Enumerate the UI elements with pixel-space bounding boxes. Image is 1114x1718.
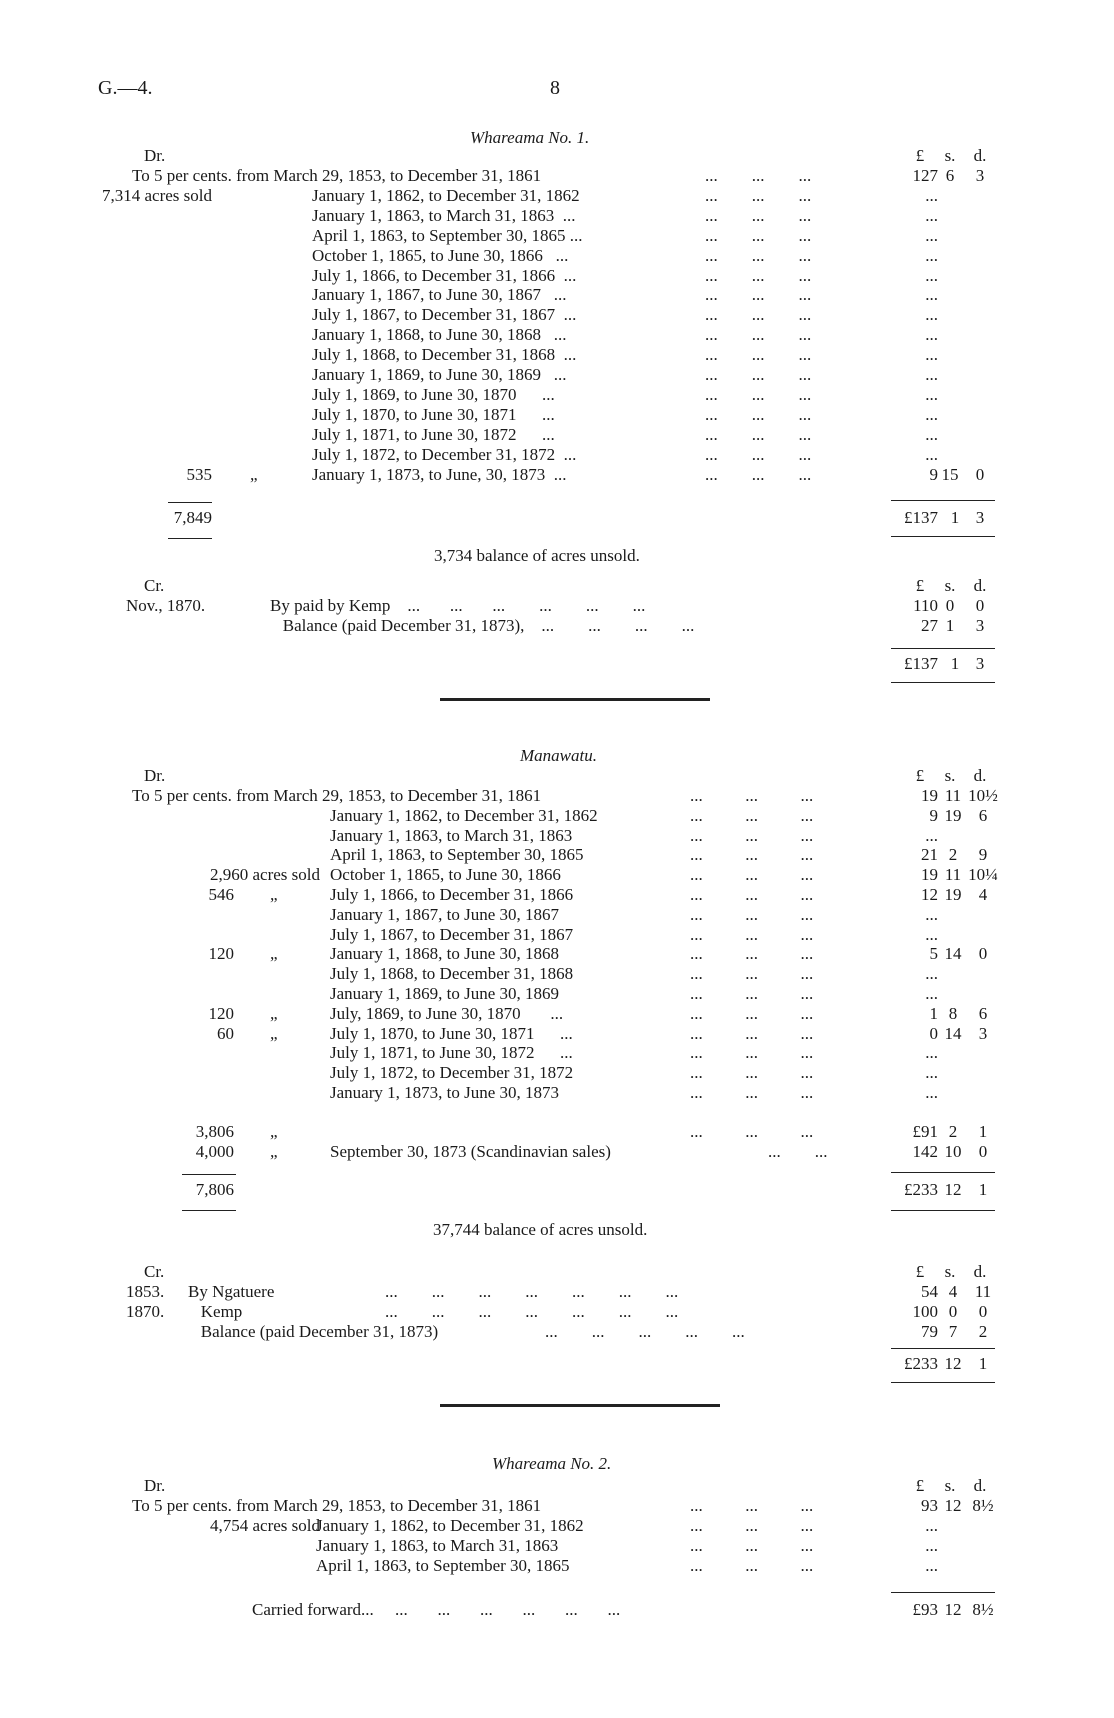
rule	[182, 1174, 236, 1175]
carried-forward: Carried forward... ... ... ... ... ... ...	[252, 1600, 621, 1619]
ditto-mark: „	[250, 464, 258, 484]
section-divider	[440, 698, 710, 701]
period-description: January 1, 1873, to June 30, 1873	[330, 1083, 560, 1102]
amount-pounds: 142	[912, 1142, 938, 1161]
amount-pounds: ...	[925, 1556, 938, 1575]
leader-dots: ... ... ... ... ... ... ...	[385, 1282, 679, 1301]
amount-shillings: 19	[944, 805, 962, 825]
period-description: To 5 per cents. from March 29, 1853, to December 31, 1861	[132, 1496, 542, 1515]
amount-shillings: 4	[948, 1282, 958, 1301]
period-description: July, 1869, to June 30, 1870 ...	[330, 1003, 564, 1023]
total-pounds: £233	[904, 1180, 938, 1199]
leader-dots: ... ... ...	[705, 365, 812, 384]
total-pence: 1	[978, 1180, 988, 1199]
section-title-whareama-2: Whareama No. 2.	[492, 1454, 612, 1473]
period-description: To 5 per cents. from March 29, 1853, to December 31, 1861	[132, 166, 542, 185]
period-description: April 1, 1863, to September 30, 1865	[316, 1556, 570, 1575]
amount-shillings: 0	[948, 1302, 958, 1321]
credit-description: By Ngatuere	[188, 1282, 275, 1301]
rule	[891, 1382, 995, 1383]
credit-date: 1853.	[126, 1282, 165, 1301]
period-description: April 1, 1863, to September 30, 1865	[330, 845, 584, 865]
rule	[891, 536, 995, 537]
leader-dots: ... ... ...	[690, 805, 814, 825]
currency-pounds: £	[915, 576, 925, 595]
leader-dots: ... ... ...	[705, 245, 812, 265]
amount-shillings: 15	[941, 464, 959, 484]
period-description: July 1, 1866, to December 31, 1866	[330, 885, 574, 904]
leader-dots: ... ... ...	[705, 205, 812, 225]
leader-dots: ... ... ...	[690, 964, 814, 984]
amount-pounds: 100	[912, 1302, 938, 1321]
carried-pence: 8½	[972, 1600, 994, 1619]
period-description: September 30, 1873 (Scandinavian sales)	[330, 1142, 611, 1161]
leader-dots: ... ... ...	[690, 825, 814, 845]
amount-pounds: 9	[929, 464, 938, 484]
amount-pence: 3	[975, 166, 985, 185]
rule	[182, 1210, 236, 1211]
currency-shillings: s.	[944, 1476, 956, 1495]
amount-shillings: 11	[944, 865, 962, 885]
amount-pounds: ...	[925, 1043, 938, 1063]
acres-sold: 7,314 acres sold	[101, 185, 212, 205]
ditto-mark: „	[270, 885, 278, 904]
acres-sold: 120	[208, 944, 234, 964]
period-description: July 1, 1870, to June 30, 1871 ...	[330, 1023, 573, 1043]
leader-dots: ... ... ...	[705, 166, 812, 185]
amount-pounds: 5	[929, 944, 938, 964]
amount-pounds: 54	[921, 1282, 938, 1301]
amount-pence: 0	[978, 1302, 988, 1321]
amount-pounds: 0	[929, 1023, 938, 1043]
amount-pounds: ...	[925, 1536, 938, 1555]
currency-pence: d.	[973, 766, 987, 785]
currency-shillings: s.	[944, 766, 956, 785]
acres-sold: 60	[217, 1023, 234, 1043]
acres-sold: 535	[186, 464, 212, 484]
currency-pence: d.	[973, 576, 987, 595]
acres-sold: 120	[208, 1003, 234, 1023]
amount-pounds: ...	[925, 424, 938, 444]
amount-pounds: ...	[925, 245, 938, 265]
amount-pence: 6	[978, 805, 988, 825]
total-pence: 3	[975, 508, 985, 527]
period-description: January 1, 1862, to December 31, 1862	[312, 185, 580, 205]
amount-shillings: 12	[944, 1496, 962, 1515]
period-description: January 1, 1873, to June, 30, 1873 ...	[312, 464, 567, 484]
amount-pounds: ...	[925, 225, 938, 245]
amount-shillings: 0	[945, 596, 955, 615]
ditto-mark: „	[270, 1142, 278, 1161]
leader-dots: ... ... ...	[690, 1043, 814, 1063]
acres-sold: 3,806	[195, 1122, 234, 1141]
currency-pence: d.	[973, 1476, 987, 1495]
leader-dots: ... ... ...	[705, 424, 812, 444]
amount-pounds: ...	[925, 404, 938, 424]
carried-shillings: 12	[944, 1600, 962, 1619]
amount-pounds: 12	[921, 885, 938, 904]
leader-dots: ... ... ...	[705, 325, 812, 345]
leader-dots: ... ... ...	[690, 904, 814, 924]
currency-pounds: £	[915, 1476, 925, 1495]
period-description: January 1, 1868, to June 30, 1868	[330, 944, 560, 964]
leader-dots: ... ... ...	[690, 1122, 814, 1141]
balance-note: 37,744 balance of acres unsold.	[433, 1220, 648, 1239]
amount-pounds: 9	[929, 805, 938, 825]
rule	[891, 500, 995, 501]
period-description: October 1, 1865, to June 30, 1866 ...	[312, 245, 569, 265]
amount-pounds: 27	[921, 616, 938, 635]
amount-pounds: ...	[925, 924, 938, 944]
rule	[891, 682, 995, 683]
amount-pence: 10½	[968, 786, 998, 805]
credit-date: Nov., 1870.	[126, 596, 206, 615]
leader-dots: ... ... ...	[690, 845, 814, 865]
leader-dots: ... ... ...	[690, 1536, 814, 1555]
balance-note: 3,734 balance of acres unsold.	[434, 546, 640, 565]
period-description: January 1, 1863, to March 31, 1863	[330, 825, 573, 845]
credit-total-pence: 3	[975, 654, 985, 673]
amount-pence: 0	[978, 1142, 988, 1161]
amount-pounds: ...	[925, 984, 938, 1003]
amount-pounds: ...	[925, 1083, 938, 1102]
leader-dots: ... ... ...	[705, 185, 812, 205]
leader-dots: ... ... ...	[690, 944, 814, 964]
amount-pounds: 110	[913, 596, 938, 615]
amount-pounds: ...	[925, 325, 938, 345]
amount-pounds: ...	[925, 384, 938, 404]
period-description: October 1, 1865, to June 30, 1866	[330, 865, 561, 885]
credit-description: Kemp	[188, 1302, 243, 1321]
leader-dots: ... ... ...	[705, 404, 812, 424]
rule	[891, 1592, 995, 1593]
leader-dots: ... ... ... ... ... ... ...	[385, 1302, 679, 1321]
amount-pounds: 79	[921, 1322, 938, 1341]
currency-shillings: s.	[944, 1262, 956, 1281]
period-description: July 1, 1871, to June 30, 1872 ...	[330, 1043, 573, 1063]
amount-pounds: ...	[925, 265, 938, 285]
cr-label: Cr.	[144, 576, 165, 595]
amount-pence: 0	[978, 944, 988, 964]
credit-total-shillings: 12	[944, 1354, 962, 1373]
page-number: 8	[550, 77, 560, 99]
amount-pounds: 21	[921, 845, 938, 865]
credit-date: 1870.	[126, 1302, 165, 1321]
amount-pounds: ...	[925, 365, 938, 384]
period-description: July 1, 1867, to December 31, 1867	[330, 924, 574, 944]
amount-shillings: 2	[948, 845, 958, 865]
amount-pence: 4	[978, 885, 988, 904]
period-description: January 1, 1869, to June 30, 1869 ...	[312, 365, 567, 384]
ditto-mark: „	[270, 944, 278, 964]
currency-pence: d.	[973, 146, 987, 165]
currency-pounds: £	[915, 146, 925, 165]
amount-pounds: ...	[925, 964, 938, 984]
ditto-mark: „	[270, 1023, 278, 1043]
leader-dots: ... ... ...	[705, 444, 812, 464]
ditto-mark: „	[270, 1003, 278, 1023]
period-description: July 1, 1867, to December 31, 1867 ...	[312, 305, 577, 325]
period-description: July 1, 1868, to December 31, 1868	[330, 964, 574, 984]
amount-shillings: 14	[944, 1023, 962, 1043]
amount-shillings: 10	[944, 1142, 962, 1161]
amount-shillings: 6	[945, 166, 955, 185]
amount-shillings: 1	[945, 616, 955, 635]
amount-pence: 2	[978, 1322, 988, 1341]
period-description: July 1, 1871, to June 30, 1872 ...	[312, 424, 555, 444]
period-description: January 1, 1868, to June 30, 1868 ...	[312, 325, 567, 345]
amount-pence: 1	[978, 1122, 988, 1141]
leader-dots: ... ... ...	[690, 865, 814, 885]
period-description: April 1, 1863, to September 30, 1865 ...	[312, 225, 583, 245]
period-description: January 1, 1867, to June 30, 1867 ...	[312, 285, 567, 305]
section-title-whareama-1: Whareama No. 1.	[470, 128, 590, 147]
amount-pence: 8½	[972, 1496, 994, 1515]
acres-sold: 4,000	[195, 1142, 234, 1161]
leader-dots: ... ... ...	[705, 345, 812, 365]
currency-pence: d.	[973, 1262, 987, 1281]
currency-pounds: £	[915, 766, 925, 785]
leader-dots: ... ... ...	[690, 1083, 814, 1102]
amount-pounds: ...	[925, 825, 938, 845]
credit-total-pounds: £137	[904, 654, 938, 673]
period-description: January 1, 1863, to March 31, 1863	[316, 1536, 559, 1555]
credit-total-pence: 1	[978, 1354, 988, 1373]
amount-pounds: 1	[929, 1003, 938, 1023]
amount-pounds: ...	[925, 285, 938, 305]
amount-pounds: 127	[912, 166, 938, 185]
rule	[168, 502, 212, 503]
amount-shillings: 2	[948, 1122, 958, 1141]
amount-pounds: ...	[925, 444, 938, 464]
amount-pounds: ...	[925, 1063, 938, 1083]
leader-dots: ... ... ...	[690, 984, 814, 1003]
leader-dots: ... ... ...	[690, 1003, 814, 1023]
credit-description: Balance (paid December 31, 1873), ... ... ... ...	[270, 616, 695, 635]
section-divider	[440, 1404, 720, 1407]
cr-label: Cr.	[144, 1262, 165, 1281]
amount-pence: 3	[975, 616, 985, 635]
amount-pence: 9	[978, 845, 988, 865]
ditto-mark: „	[270, 1122, 278, 1141]
leader-dots: ... ... ...	[705, 464, 812, 484]
currency-pounds: £	[915, 1262, 925, 1281]
rule	[891, 1172, 995, 1173]
acres-sold: 2,960 acres sold	[209, 865, 320, 885]
amount-pounds: ...	[925, 305, 938, 325]
leader-dots: ... ... ...	[705, 384, 812, 404]
credit-total-shillings: 1	[950, 654, 960, 673]
period-description: July 1, 1866, to December 31, 1866 ...	[312, 265, 577, 285]
rule	[891, 648, 995, 649]
leader-dots: ... ... ...	[705, 225, 812, 245]
total-shillings: 12	[944, 1180, 962, 1199]
amount-pounds: ...	[925, 1516, 938, 1535]
rule	[168, 538, 212, 539]
period-description: January 1, 1867, to June 30, 1867	[330, 904, 560, 924]
rule	[891, 1348, 995, 1349]
period-description: July 1, 1869, to June 30, 1870 ...	[312, 384, 555, 404]
acres-sold: 546	[208, 885, 234, 904]
amount-pounds: ...	[925, 345, 938, 365]
amount-pounds: ...	[925, 185, 938, 205]
total-acres: 7,806	[195, 1180, 234, 1199]
leader-dots: ... ... ...	[690, 1496, 814, 1515]
amount-shillings: 7	[948, 1322, 958, 1341]
amount-pence: 0	[975, 596, 985, 615]
amount-pence: 3	[978, 1023, 988, 1043]
period-description: July 1, 1868, to December 31, 1868 ...	[312, 345, 577, 365]
amount-pounds: ...	[925, 205, 938, 225]
total-acres: 7,849	[173, 508, 212, 527]
period-description: January 1, 1869, to June 30, 1869	[330, 984, 560, 1003]
amount-pounds: £91	[912, 1122, 938, 1141]
dr-label: Dr.	[144, 1476, 166, 1495]
amount-pounds: 19	[921, 865, 938, 885]
leader-dots: ... ... ...	[690, 1516, 814, 1535]
dr-label: Dr.	[144, 146, 166, 165]
currency-shillings: s.	[944, 576, 956, 595]
period-description: July 1, 1872, to December 31, 1872 ...	[312, 444, 577, 464]
carried-pounds: £93	[912, 1600, 938, 1619]
amount-pence: 0	[975, 464, 985, 484]
period-description: July 1, 1870, to June 30, 1871 ...	[312, 404, 555, 424]
document-code: G.—4.	[98, 77, 153, 99]
amount-shillings: 19	[944, 885, 962, 904]
period-description: January 1, 1862, to December 31, 1862	[330, 805, 598, 825]
section-title-manawatu: Manawatu.	[520, 746, 597, 765]
leader-dots: ... ... ...	[690, 1023, 814, 1043]
leader-dots: ... ... ...	[690, 1556, 814, 1575]
amount-shillings: 14	[944, 944, 962, 964]
rule	[891, 1210, 995, 1211]
credit-total-pounds: £233	[904, 1354, 938, 1373]
leader-dots: ... ... ...	[690, 1063, 814, 1083]
leader-dots: ... ... ...	[690, 885, 814, 904]
amount-shillings: 11	[944, 786, 962, 805]
leader-dots: ... ... ...	[705, 285, 812, 305]
total-shillings: 1	[950, 508, 960, 527]
credit-description: By paid by Kemp ... ... ... ... ... ...	[270, 596, 646, 615]
amount-pence: 6	[978, 1003, 988, 1023]
leader-dots: ... ... ...	[690, 924, 814, 944]
leader-dots: ... ... ... ... ...	[545, 1322, 745, 1341]
amount-pounds: 19	[921, 786, 938, 805]
currency-shillings: s.	[944, 146, 956, 165]
period-description: To 5 per cents. from March 29, 1853, to December 31, 1861	[132, 786, 542, 805]
acres-sold: 4,754 acres sold	[209, 1516, 320, 1535]
period-description: January 1, 1863, to March 31, 1863 ...	[312, 205, 576, 225]
amount-shillings: 8	[948, 1003, 958, 1023]
amount-pounds: 93	[921, 1496, 938, 1515]
period-description: January 1, 1862, to December 31, 1862	[316, 1516, 584, 1535]
amount-pence: 10¼	[968, 865, 998, 885]
leader-dots: ... ...	[768, 1142, 828, 1161]
period-description: July 1, 1872, to December 31, 1872	[330, 1063, 574, 1083]
dr-label: Dr.	[144, 766, 166, 785]
leader-dots: ... ... ...	[705, 305, 812, 325]
leader-dots: ... ... ...	[690, 786, 814, 805]
credit-description: Balance (paid December 31, 1873)	[188, 1322, 439, 1341]
total-pounds: £137	[904, 508, 938, 527]
amount-pence: 11	[974, 1282, 992, 1301]
leader-dots: ... ... ...	[705, 265, 812, 285]
amount-pounds: ...	[925, 904, 938, 924]
